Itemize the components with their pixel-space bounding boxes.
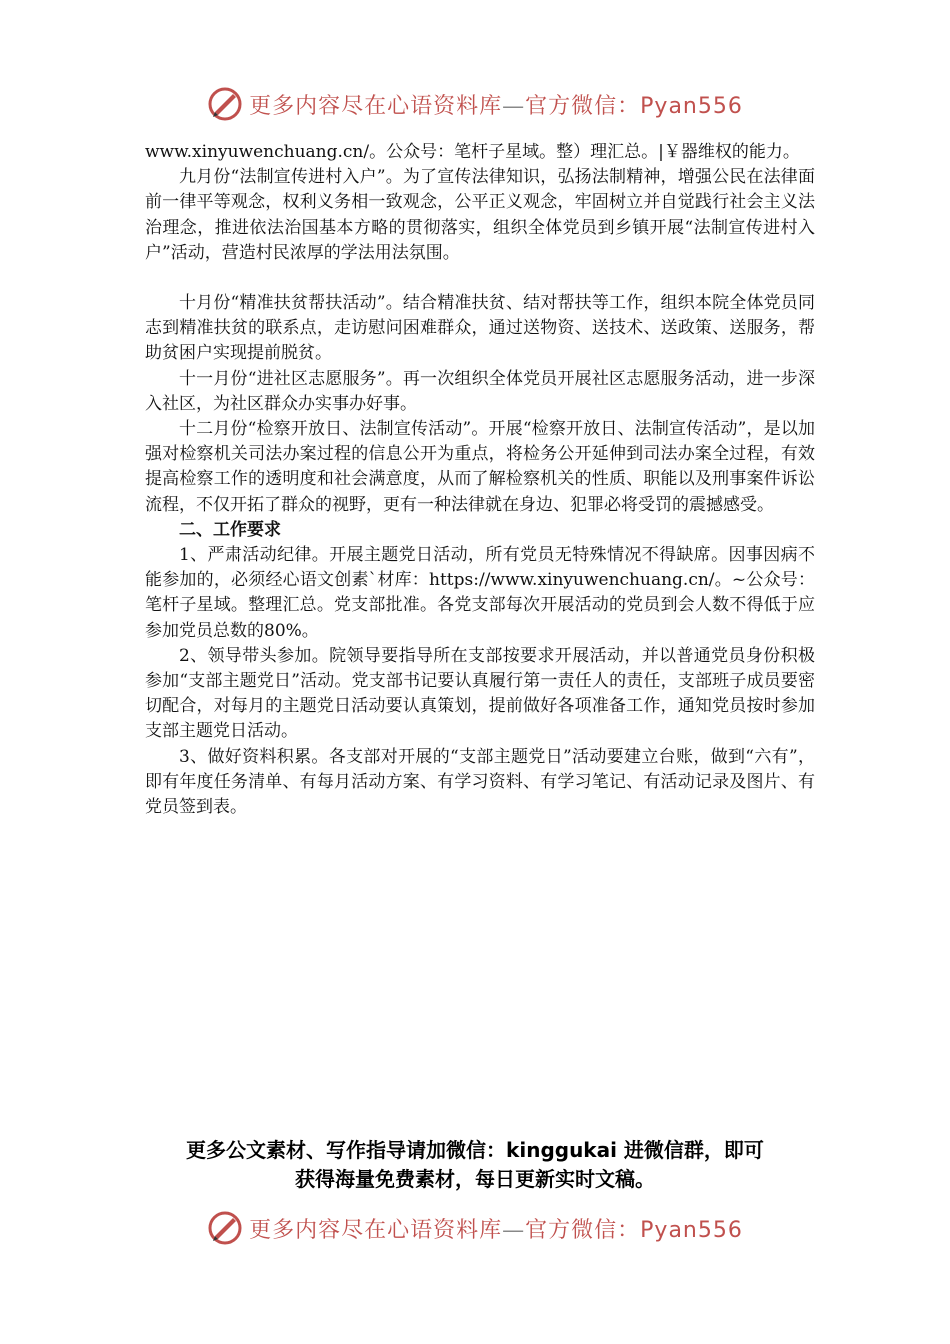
banner-text: 更多内容尽在心语资料库—官方微信：Pyan556: [249, 93, 743, 119]
paragraph-requirement-2: 2、领导带头参加。院领导要指导所在支部按要求开展活动，并以普通党员身份积极参加“支部主题党日”活动。党支部书记要认真履行第一责任人的责任，支部班子成员要密切配合，对每月的主题党日活动要认真策划，提前做好各项准备工作，通知党员按时参加支部主题党日活动。: [145, 645, 815, 742]
promo-notice: [0, 1136, 950, 1194]
paragraph-september: 九月份“法制宣传进村入户”。为了宣传法律知识，弘扬法制精神，增强公民在法律面前一律平等观念，权利义务相一致观念，公平正义观念，牢固树立并自觉践行社会主义法治理念，推进依法治国基本方略的贯彻落实，组织全体党员到乡镇开展“法制宣传进村入户”活动，营造村民浓厚的学法用法氛围。: [145, 167, 815, 263]
promo-line-2: 获得海量免费素材，每日更新实时文稿。: [295, 1167, 655, 1191]
section-heading-requirements: 二、工作要求: [179, 519, 281, 540]
paragraph-requirement-1: 1、严肃活动纪律。开展主题党日活动，所有党员无特殊情况不得缺席。因事因病不能参加的，必须经心语文创素`材库：https://www.xinyuwenchuang.cn/。~公众号：笔杆子星域。整理汇总。党支部批准。各党支部每次开展活动的党员到会人数不得低于应参加党员总数的80%。: [145, 545, 815, 641]
header-banner: [0, 84, 950, 124]
promo-line-1: 更多公文素材、写作指导请加微信：kinggukai 进微信群，即可: [186, 1138, 764, 1162]
document-body: [145, 140, 815, 820]
paragraph-december: 十二月份“检察开放日、法制宣传活动”。开展“检察开放日、法制宣传活动”，是以加强对检察机关司法办案过程的信息公开为重点，将检务公开延伸到司法办案全过程，有效提高检察工作的透明度和社会满意度，从而了解检察机关的性质、职能以及刑事案件诉讼流程，不仅开拓了群众的视野，更有一种法律就在身边、犯罪必将受罚的震撼感受。: [145, 419, 815, 515]
paragraph-requirement-3: 3、做好资料积累。各支部对开展的“支部主题党日”活动要建立台账，做到“六有”，即有年度任务清单、有每月活动方案、有学习资料、有学习笔记、有活动记录及图片、有党员签到表。: [145, 746, 815, 818]
footer-banner: [0, 1208, 950, 1248]
banner-text: 更多内容尽在心语资料库—官方微信：Pyan556: [249, 1217, 743, 1243]
pen-logo-icon: [207, 86, 243, 122]
paragraph-november: 十一月份“进社区志愿服务”。再一次组织全体党员开展社区志愿服务活动，进一步深入社区，为社区群众办实事办好事。: [145, 368, 815, 414]
pen-logo-icon: [207, 1210, 243, 1246]
paragraph-continuation: www.xinyuwenchuang.cn/。公众号：笔杆子星域。整）理汇总。|￥器维权的能力。: [145, 142, 800, 162]
paragraph-october: 十月份“精准扶贫帮扶活动”。结合精准扶贫、结对帮扶等工作，组织本院全体党员同志到精准扶贫的联系点，走访慰问困难群众，通过送物资、送技术、送政策、送服务，帮助贫困户实现提前脱贫。: [145, 293, 815, 364]
